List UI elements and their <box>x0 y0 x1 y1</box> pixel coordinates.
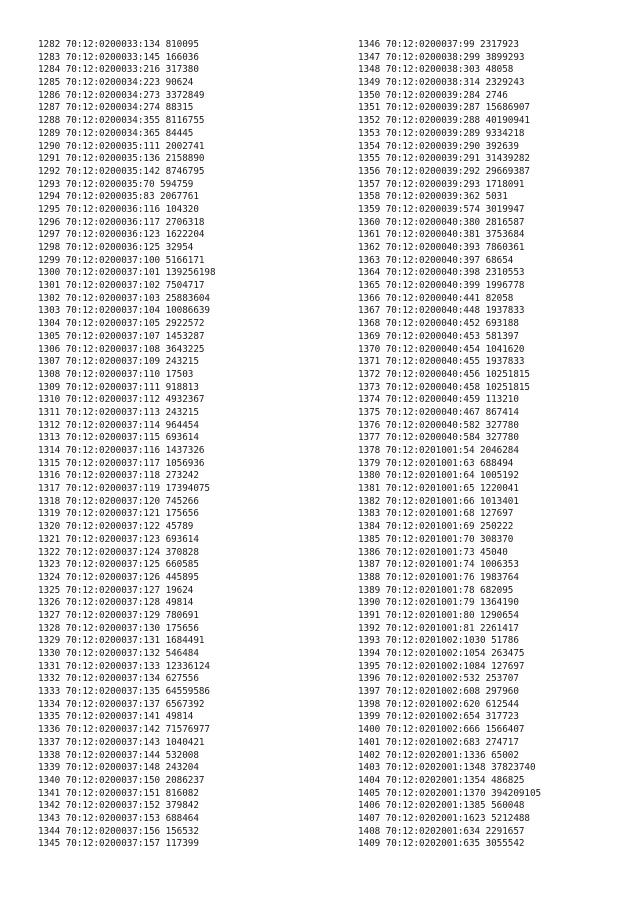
record-line: 1322 70:12:0200037:124 370828 <box>38 546 199 558</box>
record-line: 1380 70:12:0201001:64 1005192 <box>358 470 519 482</box>
record-line: 1306 70:12:0200037:108 3643225 <box>38 343 205 355</box>
record-line: 1320 70:12:0200037:122 45789 <box>38 521 194 533</box>
record-line: 1371 70:12:0200040:455 1937833 <box>358 356 525 368</box>
record-line: 1296 70:12:0200036:117 2706318 <box>38 216 205 228</box>
record-line: 1303 70:12:0200037:104 10086639 <box>38 305 210 317</box>
record-line: 1338 70:12:0200037:144 532008 <box>38 749 199 761</box>
record-line: 1386 70:12:0201001:73 45040 <box>358 546 508 558</box>
record-line: 1324 70:12:0200037:126 445895 <box>38 571 199 583</box>
record-line: 1318 70:12:0200037:120 745266 <box>38 495 199 507</box>
record-line: 1358 70:12:0200039:362 5031 <box>358 191 508 203</box>
record-line: 1343 70:12:0200037:153 688464 <box>38 812 199 824</box>
record-line: 1347 70:12:0200038:299 3899293 <box>358 51 525 63</box>
record-line: 1409 70:12:0202001:635 3055542 <box>358 838 525 850</box>
record-line: 1291 70:12:0200035:136 2158890 <box>38 153 205 165</box>
record-line: 1297 70:12:0200036:123 1622204 <box>38 229 205 241</box>
record-line: 1316 70:12:0200037:118 273242 <box>38 470 199 482</box>
record-line: 1378 70:12:0201001:54 2046284 <box>358 445 519 456</box>
record-line: 1407 70:12:0202001:1623 5212488 <box>358 812 530 824</box>
record-line: 1319 70:12:0200037:121 175656 <box>38 508 199 520</box>
record-line: 1404 70:12:0202001:1354 486825 <box>358 774 525 786</box>
record-line: 1312 70:12:0200037:114 964454 <box>38 419 199 431</box>
record-line: 1400 70:12:0201002:666 1566407 <box>358 724 525 736</box>
record-line: 1302 70:12:0200037:103 25883604 <box>38 292 210 304</box>
record-line: 1328 70:12:0200037:130 175656 <box>38 622 199 634</box>
record-line: 1373 70:12:0200040:458 10251815 <box>358 381 530 393</box>
right-column <box>358 39 638 851</box>
record-line: 1349 70:12:0200038:314 2329243 <box>358 77 525 89</box>
record-line: 1329 70:12:0200037:131 1684491 <box>38 635 205 647</box>
record-line: 1405 70:12:0202001:1370 394209105 <box>358 787 542 799</box>
record-line: 1341 70:12:0200037:151 816082 <box>38 787 199 799</box>
record-line: 1374 70:12:0200040:459 113210 <box>358 394 519 406</box>
record-line: 1332 70:12:0200037:134 627556 <box>38 673 199 685</box>
record-line: 1337 70:12:0200037:143 1040421 <box>38 736 205 748</box>
record-line: 1352 70:12:0200039:288 40190941 <box>358 115 530 127</box>
record-line: 1340 70:12:0200037:150 2086237 <box>38 774 205 786</box>
record-line: 1388 70:12:0201001:76 1983764 <box>358 571 519 583</box>
record-line: 1392 70:12:0201001:81 2261417 <box>358 622 519 634</box>
record-line: 1385 70:12:0201001:70 308370 <box>358 533 514 545</box>
record-line: 1315 70:12:0200037:117 1056936 <box>38 457 205 469</box>
record-line: 1285 70:12:0200034:223 90624 <box>38 77 194 89</box>
record-line: 1389 70:12:0201001:78 682095 <box>358 584 514 596</box>
record-line: 1364 70:12:0200040:398 2310553 <box>358 267 525 279</box>
record-line: 1399 70:12:0201002:654 317723 <box>358 711 519 723</box>
record-line: 1342 70:12:0200037:152 379842 <box>38 800 199 812</box>
record-line: 1390 70:12:0201001:79 1364190 <box>358 597 519 609</box>
record-line: 1353 70:12:0200039:289 9334218 <box>358 127 525 139</box>
record-line: 1350 70:12:0200039:284 2746 <box>358 89 508 101</box>
record-line: 1299 70:12:0200037:100 5166171 <box>38 254 205 266</box>
record-line: 1376 70:12:0200040:582 327780 <box>358 419 519 431</box>
record-line: 1383 70:12:0201001:68 127697 <box>358 508 514 520</box>
record-line: 1351 70:12:0200039:287 15686907 <box>358 102 530 114</box>
record-line: 1381 70:12:0201001:65 1220041 <box>358 483 519 495</box>
record-line: 1346 70:12:0200037:99 2317923 <box>358 39 519 50</box>
record-line: 1298 70:12:0200036:125 32954 <box>38 242 194 253</box>
record-line: 1356 70:12:0200039:292 29669387 <box>358 165 530 177</box>
record-line: 1369 70:12:0200040:453 581397 <box>358 330 519 342</box>
record-line: 1354 70:12:0200039:290 392639 <box>358 140 519 152</box>
left-column <box>38 39 328 851</box>
record-line: 1331 70:12:0200037:133 12336124 <box>38 660 210 672</box>
record-line: 1339 70:12:0200037:148 243204 <box>38 762 199 774</box>
record-line: 1377 70:12:0200040:584 327780 <box>358 432 519 444</box>
record-line: 1403 70:12:0202001:1348 37823740 <box>358 762 536 774</box>
record-line: 1284 70:12:0200033:216 317380 <box>38 64 199 76</box>
record-line: 1365 70:12:0200040:399 1996778 <box>358 280 525 292</box>
record-line: 1384 70:12:0201001:69 250222 <box>358 521 514 533</box>
record-line: 1379 70:12:0201001:63 688494 <box>358 457 514 469</box>
record-line: 1304 70:12:0200037:105 2922572 <box>38 318 205 330</box>
record-line: 1327 70:12:0200037:129 780691 <box>38 609 199 621</box>
record-line: 1311 70:12:0200037:113 243215 <box>38 406 199 418</box>
record-line: 1335 70:12:0200037:141 49814 <box>38 711 194 723</box>
record-line: 1393 70:12:0201002:1030 51786 <box>358 635 519 647</box>
record-line: 1396 70:12:0201002:532 253707 <box>358 673 519 685</box>
record-line: 1300 70:12:0200037:101 139256198 <box>38 267 216 279</box>
record-line: 1330 70:12:0200037:132 546484 <box>38 648 199 659</box>
record-line: 1289 70:12:0200034:365 84445 <box>38 127 194 139</box>
record-line: 1397 70:12:0201002:608 297960 <box>358 686 519 698</box>
record-line: 1394 70:12:0201002:1054 263475 <box>358 648 525 659</box>
record-line: 1294 70:12:0200035:83 2067761 <box>38 191 199 203</box>
record-line: 1326 70:12:0200037:128 49814 <box>38 597 194 609</box>
record-line: 1317 70:12:0200037:119 17394075 <box>38 483 210 495</box>
record-line: 1287 70:12:0200034:274 88315 <box>38 102 194 114</box>
record-line: 1359 70:12:0200039:574 3019947 <box>358 203 525 215</box>
record-line: 1282 70:12:0200033:134 810095 <box>38 39 199 50</box>
record-line: 1305 70:12:0200037:107 1453287 <box>38 330 205 342</box>
record-line: 1292 70:12:0200035:142 8746795 <box>38 165 205 177</box>
record-line: 1333 70:12:0200037:135 64559586 <box>38 686 210 698</box>
record-line: 1348 70:12:0200038:303 48058 <box>358 64 514 76</box>
record-line: 1375 70:12:0200040:467 867414 <box>358 406 519 418</box>
record-line: 1334 70:12:0200037:137 6567392 <box>38 698 205 710</box>
record-line: 1382 70:12:0201001:66 1013401 <box>358 495 519 507</box>
record-line: 1367 70:12:0200040:448 1937833 <box>358 305 525 317</box>
record-line: 1288 70:12:0200034:355 8116755 <box>38 115 205 127</box>
record-line: 1308 70:12:0200037:110 17503 <box>38 368 194 380</box>
record-line: 1295 70:12:0200036:116 104320 <box>38 203 199 215</box>
record-line: 1345 70:12:0200037:157 117399 <box>38 838 199 850</box>
record-line: 1314 70:12:0200037:116 1437326 <box>38 445 205 456</box>
record-line: 1406 70:12:0202001:1385 560048 <box>358 800 525 812</box>
record-line: 1395 70:12:0201002:1084 127697 <box>358 660 525 672</box>
record-line: 1283 70:12:0200033:145 166036 <box>38 51 199 63</box>
record-line: 1313 70:12:0200037:115 693614 <box>38 432 199 444</box>
record-line: 1366 70:12:0200040:441 82058 <box>358 292 514 304</box>
record-line: 1293 70:12:0200035:70 594759 <box>38 178 194 190</box>
record-line: 1357 70:12:0200039:293 1718091 <box>358 178 525 190</box>
record-line: 1323 70:12:0200037:125 660585 <box>38 559 199 571</box>
record-line: 1321 70:12:0200037:123 693614 <box>38 533 199 545</box>
record-line: 1309 70:12:0200037:111 918813 <box>38 381 199 393</box>
record-line: 1310 70:12:0200037:112 4932367 <box>38 394 205 406</box>
record-line: 1325 70:12:0200037:127 19624 <box>38 584 194 596</box>
record-line: 1355 70:12:0200039:291 31439282 <box>358 153 530 165</box>
record-line: 1370 70:12:0200040:454 1041620 <box>358 343 525 355</box>
record-line: 1336 70:12:0200037:142 71576977 <box>38 724 210 736</box>
record-line: 1286 70:12:0200034:273 3372849 <box>38 89 205 101</box>
record-line: 1402 70:12:0202001:1336 65002 <box>358 749 519 761</box>
record-line: 1362 70:12:0200040:393 7860361 <box>358 242 525 253</box>
record-line: 1391 70:12:0201001:80 1290654 <box>358 609 519 621</box>
record-line: 1408 70:12:0202001:634 2291657 <box>358 825 525 837</box>
record-line: 1398 70:12:0201002:620 612544 <box>358 698 519 710</box>
record-line: 1387 70:12:0201001:74 1006353 <box>358 559 519 571</box>
record-line: 1401 70:12:0201002:683 274717 <box>358 736 519 748</box>
record-line: 1361 70:12:0200040:381 3753684 <box>358 229 525 241</box>
record-line: 1372 70:12:0200040:456 10251815 <box>358 368 530 380</box>
record-line: 1307 70:12:0200037:109 243215 <box>38 356 199 368</box>
record-line: 1301 70:12:0200037:102 7504717 <box>38 280 205 292</box>
record-line: 1363 70:12:0200040:397 68654 <box>358 254 514 266</box>
record-line: 1344 70:12:0200037:156 156532 <box>38 825 199 837</box>
record-line: 1368 70:12:0200040:452 693188 <box>358 318 519 330</box>
record-line: 1360 70:12:0200040:380 2816587 <box>358 216 525 228</box>
record-line: 1290 70:12:0200035:111 2002741 <box>38 140 205 152</box>
